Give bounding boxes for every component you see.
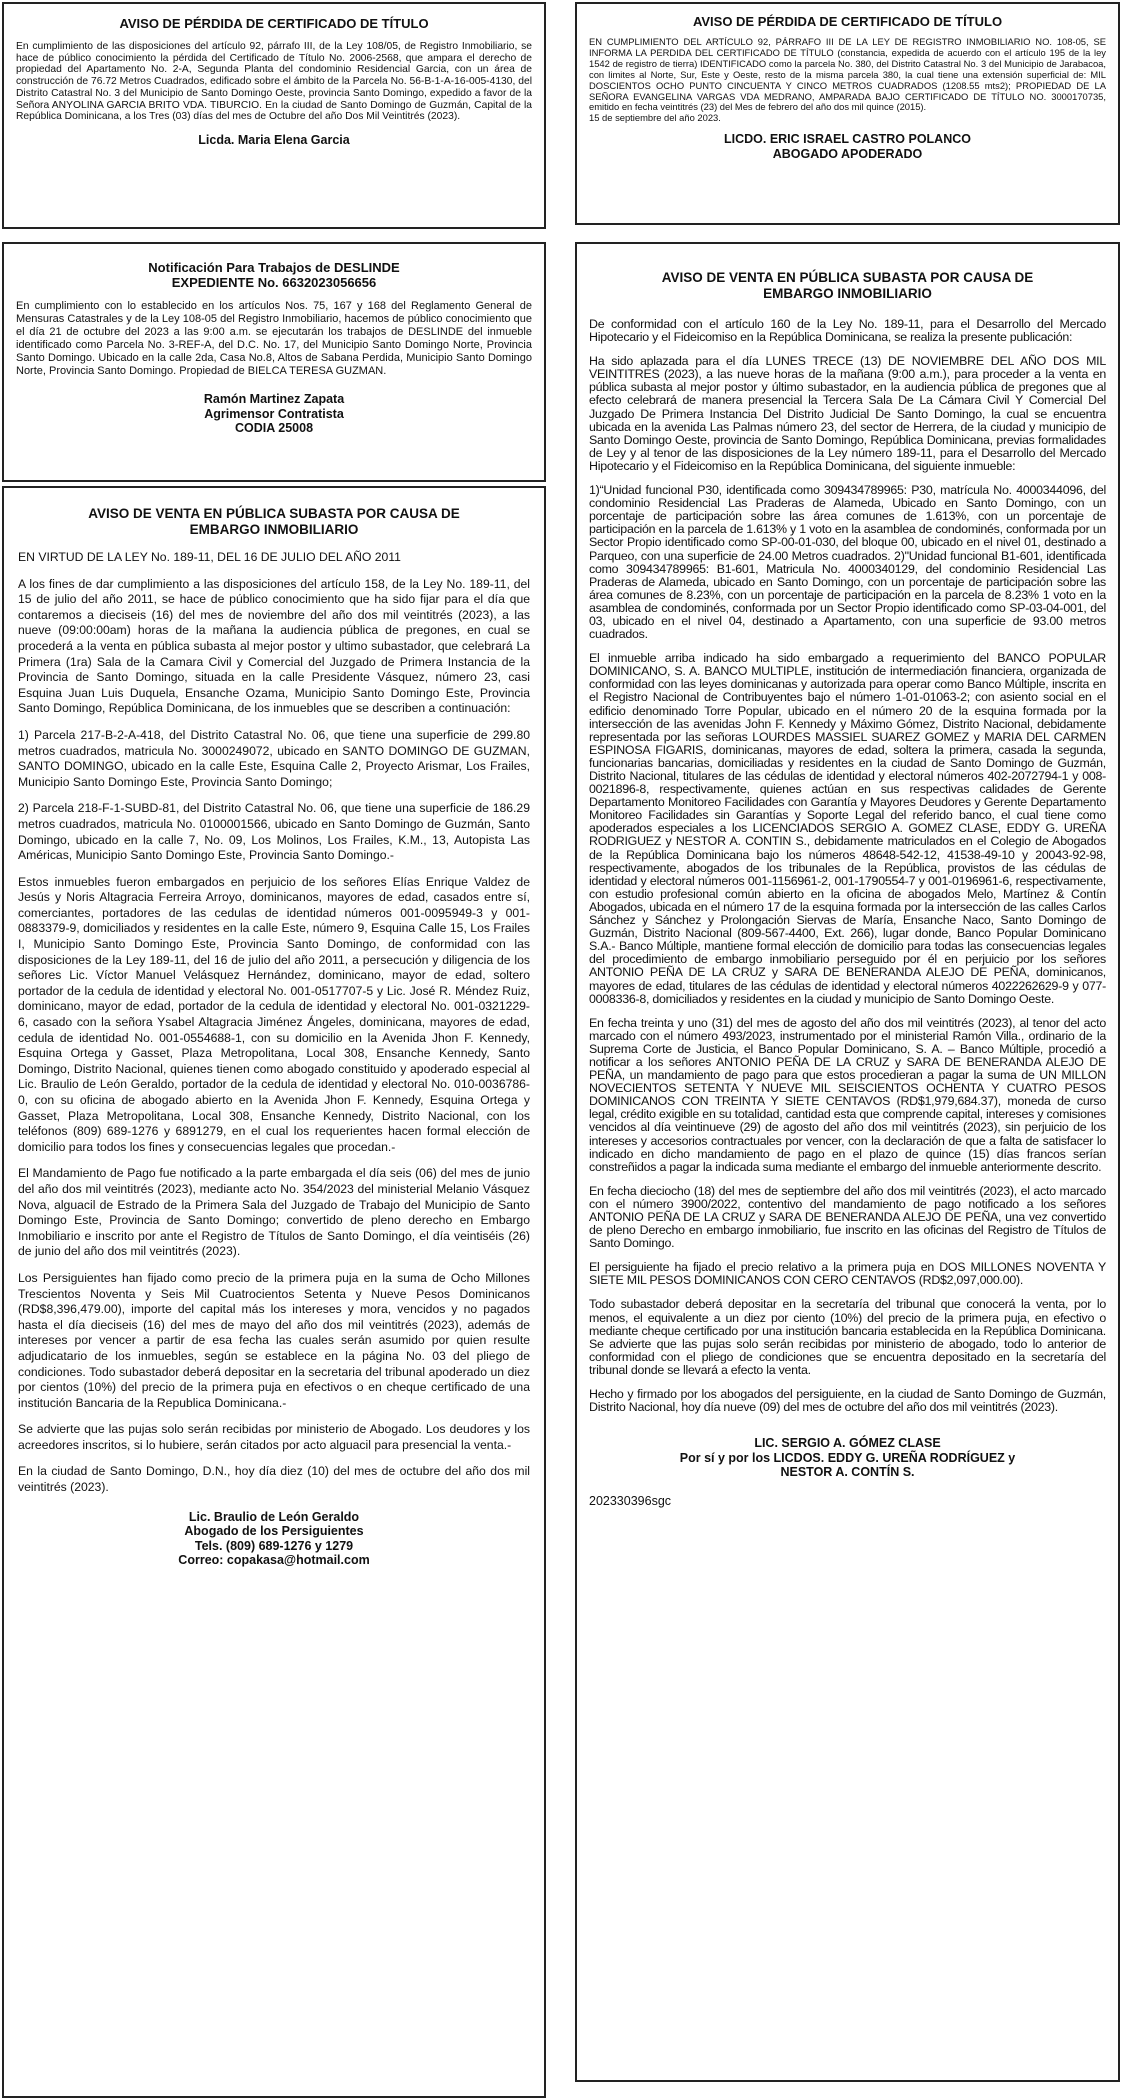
notice-signature — [16, 133, 532, 148]
notice-title — [589, 270, 1106, 302]
notice-title-line2: EXPEDIENTE No. 6632023056656 — [171, 275, 377, 290]
notice-paragraph: Hecho y firmado por los abogados del persiguiente, en la ciudad de Santo Domingo de Guzmán, Distrito Nacional, hoy día nueve (09) del mes de octubre del año dos mil veintitrés (2023). — [589, 1387, 1106, 1415]
notice-title — [18, 506, 530, 538]
signature-role: Abogado de los Persiguientes — [184, 1524, 364, 1539]
notice-paragraph: 1) Parcela 217-B-2-A-418, del Distrito Catastral No. 06, que tiene una superficie de 299.80 metros cuadrados, matricula No. 3000249072, ubicado en SANTO DOMINGO DE GUZMAN, SANTO DOMINGO, ubicado en la calle Este, Esquina Calle 2, Proyecto Arismar, Los Frailes, Municipio Santo Domingo Este, Provincia Santo Domingo; — [18, 727, 530, 789]
notice-deslinde — [2, 242, 546, 482]
notice-body: En cumplimiento con lo establecido en los artículos Nos. 75, 167 y 168 del Reglamento General de Mensuras Catastrales y de la Ley 108-05 del Registro Inmobiliario, hacemos de público conocimiento que el día 21 de octubre del 2023 a las 9:00 a.m. se ejecutarán los trabajos de DESLINDE del inmueble identificado como Parcela No. 3-REF-A, del D.C. No. 17, del Municipio Santo Domingo Norte, Provincia Santo Domingo. Ubicado en la calle 2da, Casa No.8, Altos de Sabana Perdida, Municipio Santo Domingo Norte, Provincia Santo Domingo. Propiedad de BIELCA TERESA GUZMAN. — [16, 300, 532, 377]
notice-paragraph: A los fines de dar cumplimiento a las disposiciones del artículo 158, de la Ley No. 189-11, del 15 de julio del año 2011, se hace de público conocimiento que ha sido fijar para el día que contaremos a dieciseis (16) del mes de noviembre del año dos mil veintitrés (2023), a las nueve (09:00:00am) horas de la mañana la audiencia pública de pregones, en cual se procederá a la venta en pública subasta al mejor postor y ultimo subastador, que celebrará La Primera (1ra) Sala de la Camara Civil y Comercial del Juzgado de Primera Instancia de la Provincia de Santo Domingo, situada en la calle Presidente Vásquez, número 23, casi Esquina Juan Luis Duquela, Ensanche Ozama, Municipio Santo Domingo Este, Provincia Santo Domingo, República Dominicana, de los inmuebles que se describen a continuación: — [18, 576, 530, 716]
notice-signature — [589, 1436, 1106, 1480]
notice-title — [16, 260, 532, 290]
notice-auction-right — [575, 242, 1120, 2082]
notice-auction-left — [2, 486, 546, 2098]
notice-paragraph: En la ciudad de Santo Domingo, D.N., hoy día diez (10) del mes de octubre del año dos mil veintitrés (2023). — [18, 1464, 530, 1495]
notice-paragraph: Se advierte que las pujas solo serán recibidas por ministerio de Abogado. Los deudores y los acreedores inscritos, si lo hubiere, serán citados por acto alguacil para presencial la venta.- — [18, 1422, 530, 1452]
signature-name: Licda. Maria Elena Garcia — [198, 132, 350, 147]
notice-body: En cumplimiento de las disposiciones del artículo 92, párrafo III, de la Ley 108/05, de Registro Inmobiliario, se hace de público conocimiento la pérdida del Certificado de Título No. 2006-2568, que ampara el derecho de propiedad del Apartamento No. 2-A, Segunda Planta del condominio Residencial Garcia, con un área de construcción de 76.72 Metros Cuadrados, edificado sobre el ámbito de la Parcela No. 56-B-1-A-16-005-4130, del Distrito Catastral No. 3 del Municipio de Santo Domingo Oeste, provincia Santo Domingo, expedido a favor de la Señora ANYOLINA GARCIA BRITO VDA. TIBURCIO. En la ciudad de Santo Domingo de Guzmán, Capital de la República Dominicana, a los Tres (03) días del mes de Octubre del año Dos Mil Veintitrés (2023). — [16, 41, 532, 123]
notice-paragraph: De conformidad con el artículo 160 de la Ley No. 189-11, para el Desarrollo del Mercado Hipotecario y el Fideicomiso en la República Dominicana, se realiza la presente publicación: — [589, 317, 1106, 345]
notice-paragraph: El Mandamiento de Pago fue notificado a la parte embargada el día seis (06) del mes de junio del año dos mil veintitrés (2023), mediante acto No. 354/2023 del ministerial Melanio Vásquez Nova, alguacil de Estrado de la Primera Sala del Juzgado de Trabajo del Municipio de Santo Domingo Este, Provincia de Santo Domingo; convertido de pleno derecho en Embargo Inmobiliario e inscrito por ante el Registro de Títulos de Santo Domingo, el día veintiséis (26) de junio del año dos mil veintitrés (2023). — [18, 1166, 530, 1259]
notice-paragraph: Ha sido aplazada para el día LUNES TRECE (13) DE NOVIEMBRE DEL AÑO DOS MIL VEINTITRES (2023), a las nueve horas de la mañana (9:00 a.m.), para proceder a la venta en pública subasta al mejor postor y último subastador, en la audiencia pública de pregones que al efecto celebrará de manera presencial la Tercera Sala De La Cámara Civil Y Comercial Del Juzgado De Primera Instancia Del Distrito Judicial De Santo Domingo, la cual se encuentra ubicada en la avenida Las Palmas número 23, del sector de Herrera, de la ciudad y municipio de Santo Domingo Oeste, provincia de Santo Domingo, República Dominicana, previas formalidades de Ley y al tenor de las disposiciones de la Ley número 189-11, para el Desarrollo del Mercado Hipotecario y el Fideicomiso en la República Dominicana, del siguiente inmueble: — [589, 354, 1106, 473]
notice-paragraph: EN VIRTUD DE LA LEY No. 189-11, DEL 16 DE JULIO DEL AÑO 2011 — [18, 550, 401, 564]
notice-paragraph: 2) Parcela 218-F-1-SUBD-81, del Distrito Catastral No. 06, que tiene una superficie de 186.29 metros cuadrados, matricula No. 0100001566, ubicado en Santo Domingo de Guzmán, Santo Domingo, ubicado en la calle 7, No. 09, Los Molinos, Los Frailes, K.M., 13, Autopista Las Américas, Municipio Santo Domingo Este, Provincia Santo Domingo.- — [18, 801, 530, 863]
signature-name: LICDO. ERIC ISRAEL CASTRO POLANCO — [723, 132, 971, 147]
notice-title-line1: Notificación Para Trabajos de DESLINDE — [148, 260, 400, 275]
signature-role: Agrimensor Contratista — [204, 406, 344, 421]
notice-signature — [18, 1510, 530, 1568]
notice-title-line1: AVISO DE VENTA EN PÚBLICA SUBASTA POR CAUSA DE — [661, 270, 1034, 285]
notice-paragraph: Estos inmuebles fueron embargados en perjuicio de los señores Elías Enrique Valdez de Jesús y Noris Altagracia Ferreira Arroyo, dominicanos, mayores de edad, casados entre sí, comerciantes, portadores de las cedulas de identidad números 001-0095949-3 y 001-0883379-9, domiciliados y residentes en la calle Este, número 9, Esquina Calle 15, Los Frailes I, Municipio Santo Domingo Este, Provincia Santo Domingo, de conformidad con las disposiciones de la Ley 189-11, del 16 de julio del año 2011, a persecución y diligencia de los señores Lic. Víctor Manuel Velásquez Hernández, dominicano, mayor de edad, soltero portador de la cedula de identidad y electoral No. 001-0517707-5 y Lic. José R. Méndez Ruiz, dominicano, mayor de edad, portador de la cedula de identidad y electoral No. 001-0321229-6, casado con la señora Ysabel Altagracia Jiménez Ángeles, dominicana, mayores de edad, cedula de identidad No. 001-0554688-1, con su domicilio en la Avenida Jhon F. Kennedy, Esquina Ortega y Gasset, Plaza Metropolitana, Local 308, Ensanche Kennedy, Santo Domingo, Distrito Nacional, quienes tienen como abogado constituido y apoderado especial al Lic. Braulio de León Geraldo, portador de la cedula de identidad y electoral No. 010-0036786-0, con su oficina de abogado abierto en la Avenida Jhon F. Kennedy, Esquina Ortega y Gasset, Plaza Metropolitana, Local 308, Ensanche Kennedy, Distrito Nacional, con los teléfonos (809) 689-1276 y 6891279, en el cual los requerientes hacen formal elección de domicilio para todos los fines y consecuencias legales que procedan.- — [18, 874, 530, 1154]
signature-phone: Tels. (809) 689-1276 y 1279 — [194, 1538, 354, 1553]
notice-signature — [589, 132, 1106, 161]
notice-paragraph: 1)“Unidad funcional P30, identificada como 309434789965: P30, matrícula No. 4000344096, del condominio Residencial Las Praderas de Alameda, Ubicado en Santo Domingo, con un porcentaje de participación sobre las área comunes de 1.613%, con un porcentaje de participación en la parcela de 1.613% y 1 voto en la asamblea de condominés, conformada por un Sector Propio identificado como SP-00-01-030, del bloque 00, ubicado en el nivel 01, destinado a Parqueo, con una superficie de 24.00 Metros cuadrados. 2)"Unidad funcional B1-601, identificada como 309434789965: B1-601, Matricula No. 4000340129, del condominio Residencial Las Praderas de Alameda, ubicado en Santo Domingo, con un porcentaje de participación sobre las área comunes de 8.23%, con un porcentaje de participación en la parcela de 8.23% 1 voto en la asamblea de condominés, conformada por un Sector Propio identificado como SP-03-04-001, del 03, ubicado en el nivel 04, destinado a Apartamento, con una superficie de 93.00 metros cuadrados. — [589, 483, 1106, 642]
notice-paragraph: En fecha dieciocho (18) del mes de septiembre del año dos mil veintitrés (2023), el acto marcado con el número 3900/2022, contentivo del mandamiento de pago notificado a los señores ANTONIO PEÑA DE LA CRUZ y SARA DE BENERANDA ALEJO DE PEÑA, una vez convertido de pleno Derecho en embargo inmobiliario, fue inscrito en las oficinas del Registro de Títulos de Santo Domingo. — [589, 1183, 1106, 1251]
notice-lost-title-vargas — [575, 2, 1120, 225]
notice-title: AVISO DE PÉRDIDA DE CERTIFICADO DE TÍTULO — [692, 14, 1003, 29]
notice-title: AVISO DE PÉRDIDA DE CERTIFICADO DE TÍTULO — [119, 16, 429, 31]
notice-paragraph: El inmueble arriba indicado ha sido embargado a requerimiento del BANCO POPULAR DOMINICANO, S. A. BANCO MULTIPLE, institución de intermediación financiera, organizada de conformidad con las leyes dominicanas y autorizada para operar como Banco Múltiple, inscrita en el Registro Nacional de Contribuyentes bajo el número 1-01-01063-2; con asiento social en el edificio denominado Torre Popular, ubicado en el número 20 de la esquina formada por la intersección de las avenidas John F. Kennedy y Máximo Gómez, Distrito Nacional, debidamente representada por las señoras LOURDES MASSIEL SUAREZ GOMEZ y MARIA DEL CARMEN ESPINOSA FIGARIS, dominicanas, mayores de edad, soltera la primera, casada la segunda, funcionarias bancarias, domiciliadas y residentes en la ciudad de Santo Domingo de Guzmán, Distrito Nacional, titulares de las cédulas de identidad y electoral números 402-2072794-1 y 008-0021896-8, respectivamente, quienes actúan en sus respectivas calidades de Gerente Departamento Monitoreo Facilidades con Garantía y Mayores Deudores y Gerente Departamento Monitoreo Facilidades sin Garantías y Soporte Legal del referido banco, el cual tiene como apoderados especiales a los LICENCIADOS SERGIO A. GOMEZ CLASE, EDDY G. UREÑA RODRIGUEZ y NESTOR A. CONTIN S., debidamente matriculados en el Colegio de Abogados de la República Dominicana bajo los números 48648-542-12, 41538-49-10 y 20043-92-98, respectivamente, abogados de los tribunales de la República, provistos de las cédulas de identidad y electoral números 001-1156961-2, 001-1790554-7 y 001-0196961-6, respectivamente, con estudio profesional común abierto en la oficina de abogados Melo, Martínez & Contín Abogados, ubicada en el número 17 de la esquina formada por la intersección de las calles Carlos Sánchez y Sánchez y Prolongación Siervas de María, Ensanche Naco, Santo Domingo de Guzmán, Distrito Nacional (809-567-4400, Ext. 266), lugar donde, Banco Popular Dominicano S.A.- Banco Múltiple, mantiene formal elección de domicilio para todas las consecuencias legales del procedimiento de embargo inmobiliario perseguido por él en perjuicio por los señores ANTONIO PEÑA DE LA CRUZ y SARA DE BENERANDA ALEJO DE PEÑA, dominicanos, mayores de edad, titulares de las cédulas de identidad y electoral números 4022262629-9 y 077-0008336-8, domiciliados y residentes en la ciudad y municipio de Santo Domingo Oeste. — [589, 651, 1106, 1006]
notice-signature — [16, 392, 532, 436]
notice-title-line1: AVISO DE VENTA EN PÚBLICA SUBASTA POR CAUSA DE — [88, 506, 460, 521]
signature-role: ABOGADO APODERADO — [772, 146, 923, 161]
notice-paragraph: En fecha treinta y uno (31) del mes de agosto del año dos mil veintitrés (2023), al tenor del acto marcado con el número 493/2023, instrumentado por el ministerial Ramón Villa., ordinario de la Suprema Corte de Justicia, el Banco Popular Dominicano, S. A. – Banco Múltiple, procedió a notificar a los señores ANTONIO PEÑA DE LA CRUZ y SARA DE BENERANDA ALEJO DE PEÑA, un mandamiento de pago para que estos procedieran a pagar la suma de UN MILLON NOVECIENTOS SETENTA Y NUEVE MIL SEISCIENTOS OCHENTA Y CUATRO PESOS DOMINICANOS CON TREINTA Y SIETE CENTAVOS (RD$1,979,684.37), moneda de curso legal, crédito exigible en su totalidad, cantidad esta que comprende capital, intereses y comisiones vencidos al día veintinueve (29) de agosto del año dos mil veintitrés (2023), sin perjuicio de los intereses y accesorios contractuales por vencer, con la declaración de que a falta de satisfacer lo indicado en dicho mandamiento de pago en el plazo de quince (15) días francos serían constreñidos a pagar la indicada suma mediante el embargo del inmueble anteriormente descrito. — [589, 1015, 1106, 1174]
notice-paragraph: El persiguiente ha fijado el precio relativo a la primera puja en DOS MILLONES NOVENTA Y SIETE MIL PESOS DOMINICANOS CON CERO CENTAVOS (RD$2,097,000.00). — [589, 1260, 1106, 1288]
notice-title-line2: EMBARGO INMOBILIARIO — [189, 522, 359, 537]
notice-body: EN CUMPLIMIENTO DEL ARTÍCULO 92, PÁRRAFO III DE LA LEY DE REGISTRO INMOBILIARIO NO. 108-05, SE INFORMA LA PERDIDA DEL CERTIFICADO DE TÍTULO (constancia, expedida de acuerdo con el artículo 195 de la ley 1542 de registro de tierra) IDENTIFICADO como la parcela No. 380, del Distrito Catastral No. 3 del Municipio de Jarabacoa, con limites al Norte, Sur, Este y Oeste, resto de la misma parcela 380, la cual tiene una extensión superficial de: MIL DOSCIENTOS OCHO PUNTO CINCUENTA Y CINCO METROS CUADRADOS (1208.55 mts2); PROPIEDAD DE LA SEÑORA EVANGELINA VARGAS VDA MEDRANO, AMPARADA BAJO CERTIFICADO DE TÍTULO NO. 3000170735, emitido en fecha veintitrés (23) del Mes de febrero del año dos mil quince (2015). — [589, 36, 1106, 113]
notice-date: 15 de septiembre del año 2023. — [589, 112, 721, 124]
notice-code: 202330396sgc — [589, 1493, 672, 1508]
signature-name-2: NESTOR A. CONTÍN S. — [780, 1465, 915, 1480]
notice-paragraph: Todo subastador deberá depositar en la secretaría del tribunal que conocerá la venta, por lo menos, el equivalente a un diez por ciento (10%) del precio de la primera puja, en efectivo o mediante cheque certificado por una institución bancaria establecida en la República Dominicana. Se advierte que las pujas solo serán recibidas por ministerio de abogado, todo lo anterior de conformidad con el pliego de condiciones que se encuentra depositado en la secretaría del tribunal donde se llevará a efecto la venta. — [589, 1297, 1106, 1377]
signature-name: LIC. SERGIO A. GÓMEZ CLASE — [754, 1436, 941, 1451]
notice-paragraph: Los Persiguientes han fijado como precio de la primera puja en la suma de Ocho Millones Trescientos Noventa y Seis Mil Cuatrocientos Setenta y Nueve Pesos Dominicanos (RD$8,396,479.00), importe del capital más los intereses y mora, vencidos y no pagados hasta el día dieciseis (16) del mes de mayo del año dos mil veintitrés (2023), además de intereses por vencer a partir de esa fecha las cuales serán asumido por quien resulte adjudicatario de los inmuebles, según se establece en la página No. 03 del pliego de condiciones. Todo subastador deberá depositar en la secretaria del tribunal apoderado un diez por cientos (10%) del precio de la primera puja en efectivos o en cheque certificado de una institución Bancaria de la Republica Dominicana.- — [18, 1270, 530, 1410]
signature-name: Ramón Martinez Zapata — [203, 392, 345, 406]
signature-role: Por sí y por los LICDOS. EDDY G. UREÑA RODRÍGUEZ y — [679, 1450, 1016, 1465]
signature-name: Lic. Braulio de León Geraldo — [188, 1509, 360, 1524]
notice-lost-title-garcia — [2, 2, 546, 229]
signature-code: CODIA 25008 — [234, 421, 314, 435]
signature-email: Correo: copakasa@hotmail.com — [178, 1553, 370, 1568]
notice-title-line2: EMBARGO INMOBILIARIO — [763, 286, 932, 301]
